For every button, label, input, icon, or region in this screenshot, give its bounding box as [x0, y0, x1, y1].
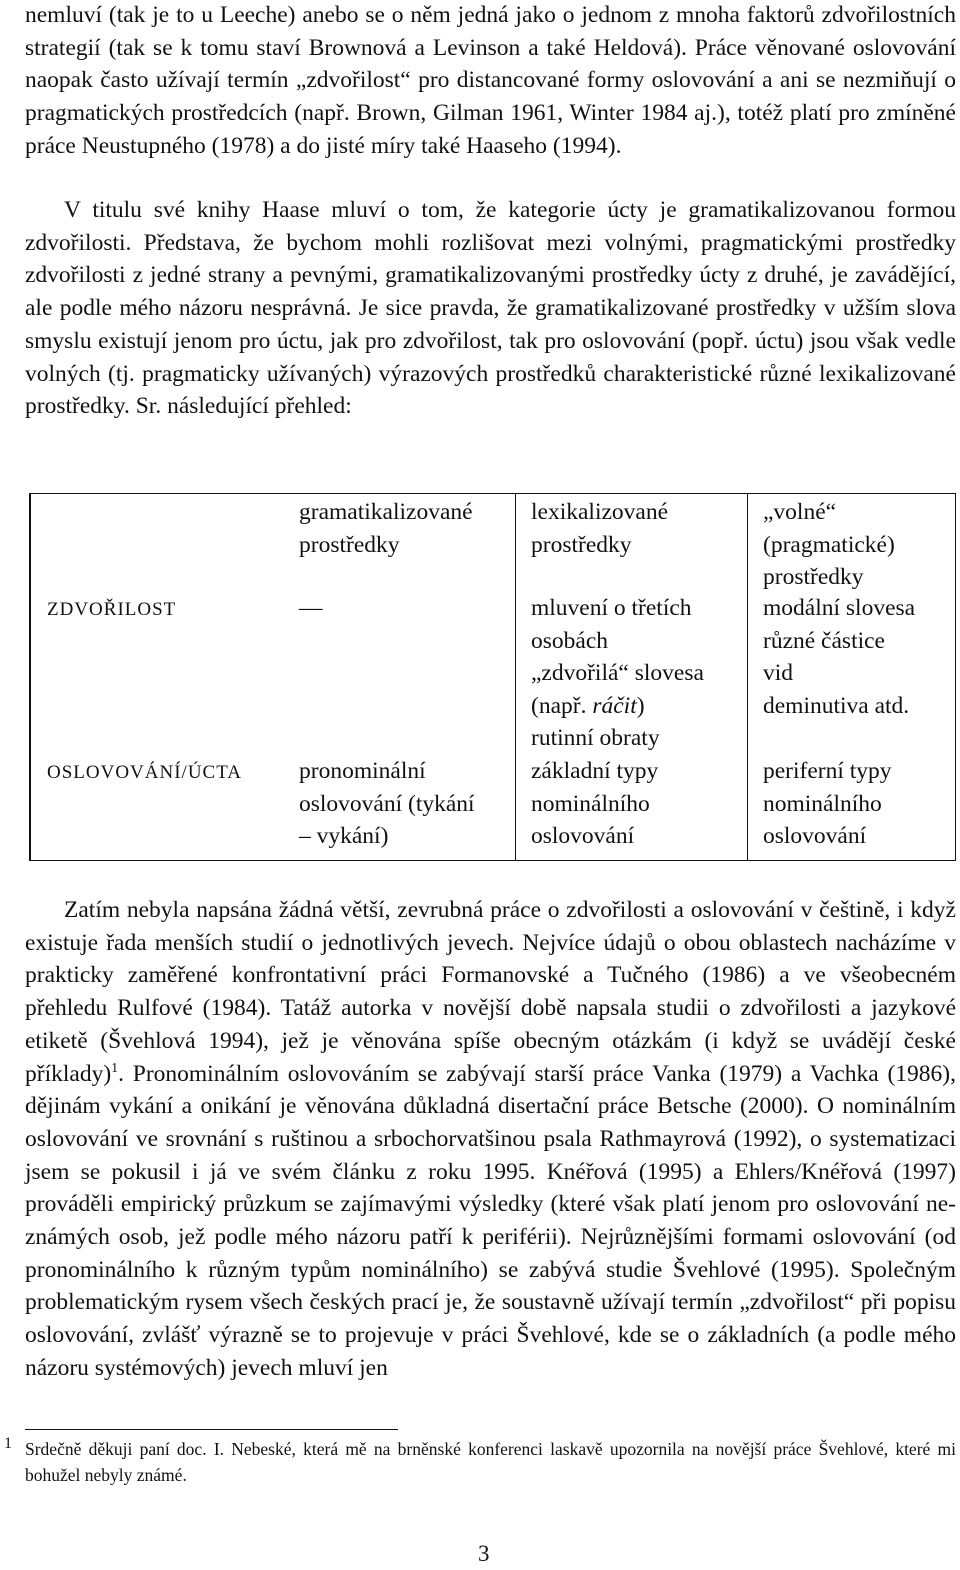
footnote-separator [25, 1429, 398, 1430]
table-divider [515, 494, 516, 860]
row-label-politeness: ZDVOŘILOST [47, 599, 177, 620]
footnote-mark: 1 [4, 1435, 12, 1452]
page-number: 3 [478, 1541, 490, 1566]
header-free: „volné“ (pragmatické) prostředky [763, 499, 895, 590]
row2-lexicalized: základní typy nominálního oslovování [531, 758, 659, 849]
footnote-reference[interactable]: 1 [111, 1060, 119, 1076]
footnote-text: Srdečně děkuji paní doc. I. Nebeské, která mě na brněnské konferenci laskavě upozornila na novější práce Švehlové, které mi bohužel nebyly známé. [25, 1439, 956, 1485]
row1-free: modální slovesa různé částice vid deminutiva atd. [763, 595, 916, 719]
row2-free: periferní typy nominálního oslovování [763, 758, 892, 849]
paragraph-overview: Zatím nebyla napsána žádná větší, zevrubná práce o zdvořilosti a oslovování v češtině, i když existuje řada menších studií o jednotlivých jevech. Nejvíce údajů o obou oblastech nacházíme v prakticky zaměřené konfrontativní práci Formanovské a Tučného (1986) a ve všeobecném přehledu Rulfové (1984). Tatáž autorka v novější době napsala studii o zdvořilosti a jazykové etiketě (Švehlová 1994), jež je věnována spíše obecným otázkám (i když se uvádějí české příklady)$^1$. Pronominálním oslovováním se zabývají starší práce Vanka (1979) a Vachka (1986), dějinám vykání a onikání je věnována důkladná disertační práce Betsche (2000). O nominálním oslovování ve srovnání s ruštinou a srbochorvatšinou psala Rathmayrová (1992), o systematizaci jsem se pokusil i já ve svém článku z roku 1995. Knéřová (1995) a Ehlers/Knéřová (1997) prováděli empirický průzkum se zajímavými výsledky (které však platí jenom pro oslovování neznámých osob, jež podle mého názoru patří k periférii). Nejrůznějšími formami oslovování (od pronominálního k různým typům nominálního) se zabývá studie Švehlové (1995). Společným problematickým rysem všech českých prací je, že soustavně užívají termín „zdvořilost“ při popisu oslovování, zvlášť výrazně se to projevuje v práci Švehlové, kde se o základních (a podle mého názoru systémových) jevech mluví jen [25, 897, 956, 1381]
table-divider [30, 494, 31, 860]
header-lexicalized: lexikalizované prostředky [531, 499, 669, 558]
table-divider [747, 494, 748, 860]
comparison-table [29, 493, 956, 861]
row2-grammaticalized: pronominální oslovování (tykání – vykání) [299, 758, 475, 849]
row-label-address: OSLOVOVÁNÍ/ÚCTA [47, 762, 243, 783]
header-grammaticalized: gramatikalizované prostředky [299, 499, 473, 558]
row1-lexicalized: mluvení o třetích osobách „zdvořilá“ slovesa (např. ráčit) rutinní obraty [531, 595, 704, 751]
paragraph-haase: V titulu své knihy Haase mluví o tom, že kategorie úcty je gramatikalizovanou formou zdvořilosti. Představa, že bychom mohli rozlišovat mezi volnými, pragmatickými prostředky zdvořilosti z jedné strany a pevnými, gramatikalizovanými prostředky úcty z druhé, je zavádějící, ale podle mého názoru nesprávná. Je sice pravda, že gramatikalizované prostředky v užším slova smyslu existují jenom pro úctu, jak pro zdvořilost, tak pro oslovování (popř. úctu) jsou však vedle volných (tj. pragmaticky užívaných) výrazových prostředků charakteristické různé lexikalizované prostředky. Sr. následující přehled: [25, 197, 956, 420]
paragraph-intro: nemluví (tak je to u Leeche) anebo se o něm jedná jako o jednom z mnoha faktorů zdvořilostních strategií (tak se k tomu staví Brownová a Levinson a také Heldová). Práce věnované oslovování naopak často užívají termín „zdvořilost“ pro distancované formy oslovování a ani se nezmiňují o pragmatických prostředcích (např. Brown, Gilman 1961, Winter 1984 aj.), totéž platí pro zmíněné práce Neustupného (1978) a do jisté míry také Haaseho (1994). [25, 2, 956, 159]
row1-grammaticalized: — [299, 595, 323, 621]
